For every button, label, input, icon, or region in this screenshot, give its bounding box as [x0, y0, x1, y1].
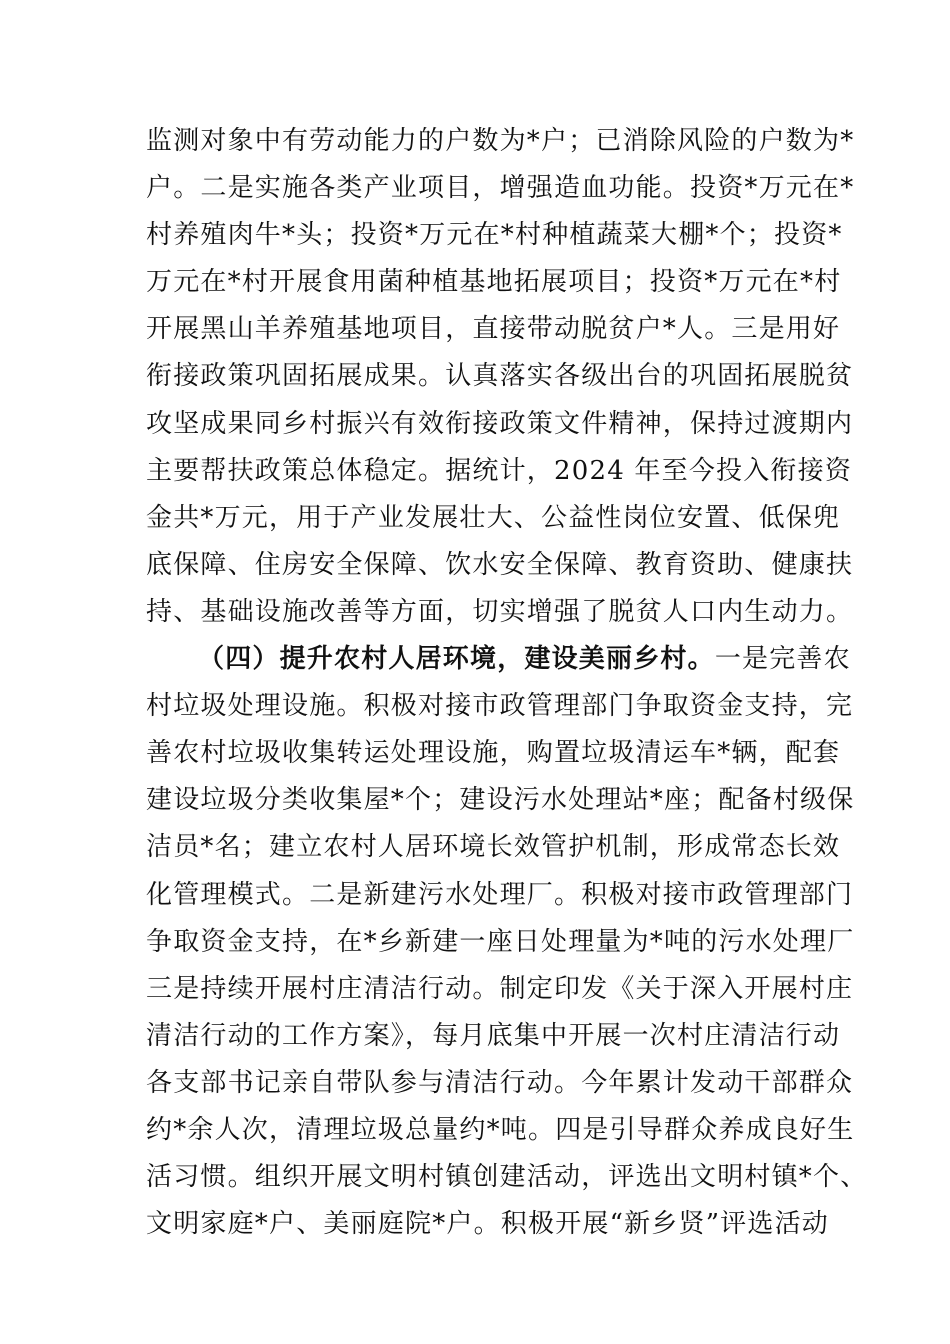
- section-heading: （四）提升农村人居环境，建设美丽乡村。: [198, 644, 715, 675]
- text-line: 持、基础设施改善等方面，切实增强了脱贫人口内生动力。: [146, 596, 854, 627]
- text-line: 村垃圾处理设施。积极对接市政管理部门争取资金支持，完: [146, 691, 854, 722]
- text-line: 监测对象中有劳动能力的户数为*户；已消除风险的户数为*: [146, 126, 855, 156]
- text-line: 衔接政策巩固拓展成果。认真落实各级出台的巩固拓展脱贫: [146, 361, 854, 392]
- text-line: 清洁行动的工作方案》，每月底集中开展一次村庄清洁行动: [146, 1020, 841, 1051]
- text-line: 洁员*名；建立农村人居环境长效管护机制，形成常态长效: [146, 832, 841, 863]
- text-line: 开展黑山羊养殖基地项目，直接带动脱贫户*人。三是用好: [146, 314, 841, 345]
- text-line: 万元在*村开展食用菌种植基地拓展项目；投资*万元在*村: [146, 267, 842, 298]
- section-heading-rest: 一是完善农: [714, 644, 851, 675]
- text-line: 活习惯。组织开展文明村镇创建活动，评选出文明村镇*个、: [146, 1162, 868, 1193]
- text-line: 化管理模式。二是新建污水处理厂。积极对接市政管理部门: [146, 879, 854, 910]
- text-line: 底保障、住房安全保障、饮水安全保障、教育资助、健康扶: [146, 549, 854, 580]
- text-line: 约*余人次，清理垃圾总量约*吨。四是引导群众养成良好生: [146, 1114, 855, 1145]
- text-line: 金共*万元，用于产业发展壮大、公益性岗位安置、低保兜: [146, 502, 841, 533]
- text-line: 建设垃圾分类收集屋*个；建设污水处理站*座；配备村级保: [146, 785, 855, 816]
- text-line: 各支部书记亲自带队参与清洁行动。今年累计发动干部群众: [146, 1067, 854, 1098]
- text-line: 村养殖肉牛*头；投资*万元在*村种植蔬菜大棚*个；投资*: [146, 220, 843, 251]
- text-line: 户。二是实施各类产业项目，增强造血功能。投资*万元在*: [146, 173, 855, 204]
- section-heading-line: [146, 636, 851, 683]
- text-line: 三是持续开展村庄清洁行动。制定印发《关于深入开展村庄: [146, 973, 854, 1004]
- text-line: 文明家庭*户、美丽庭院*户。积极开展“新乡贤”评选活动: [146, 1209, 829, 1240]
- text-line: 主要帮扶政策总体稳定。据统计，2024 年至今投入衔接资: [146, 455, 853, 486]
- text-line: 争取资金支持，在*乡新建一座日处理量为*吨的污水处理厂: [146, 926, 855, 957]
- text-line: 攻坚成果同乡村振兴有效衔接政策文件精神，保持过渡期内: [146, 408, 854, 439]
- document-body: [146, 118, 868, 1248]
- text-line: 善农村垃圾收集转运处理设施，购置垃圾清运车*辆，配套: [146, 738, 841, 769]
